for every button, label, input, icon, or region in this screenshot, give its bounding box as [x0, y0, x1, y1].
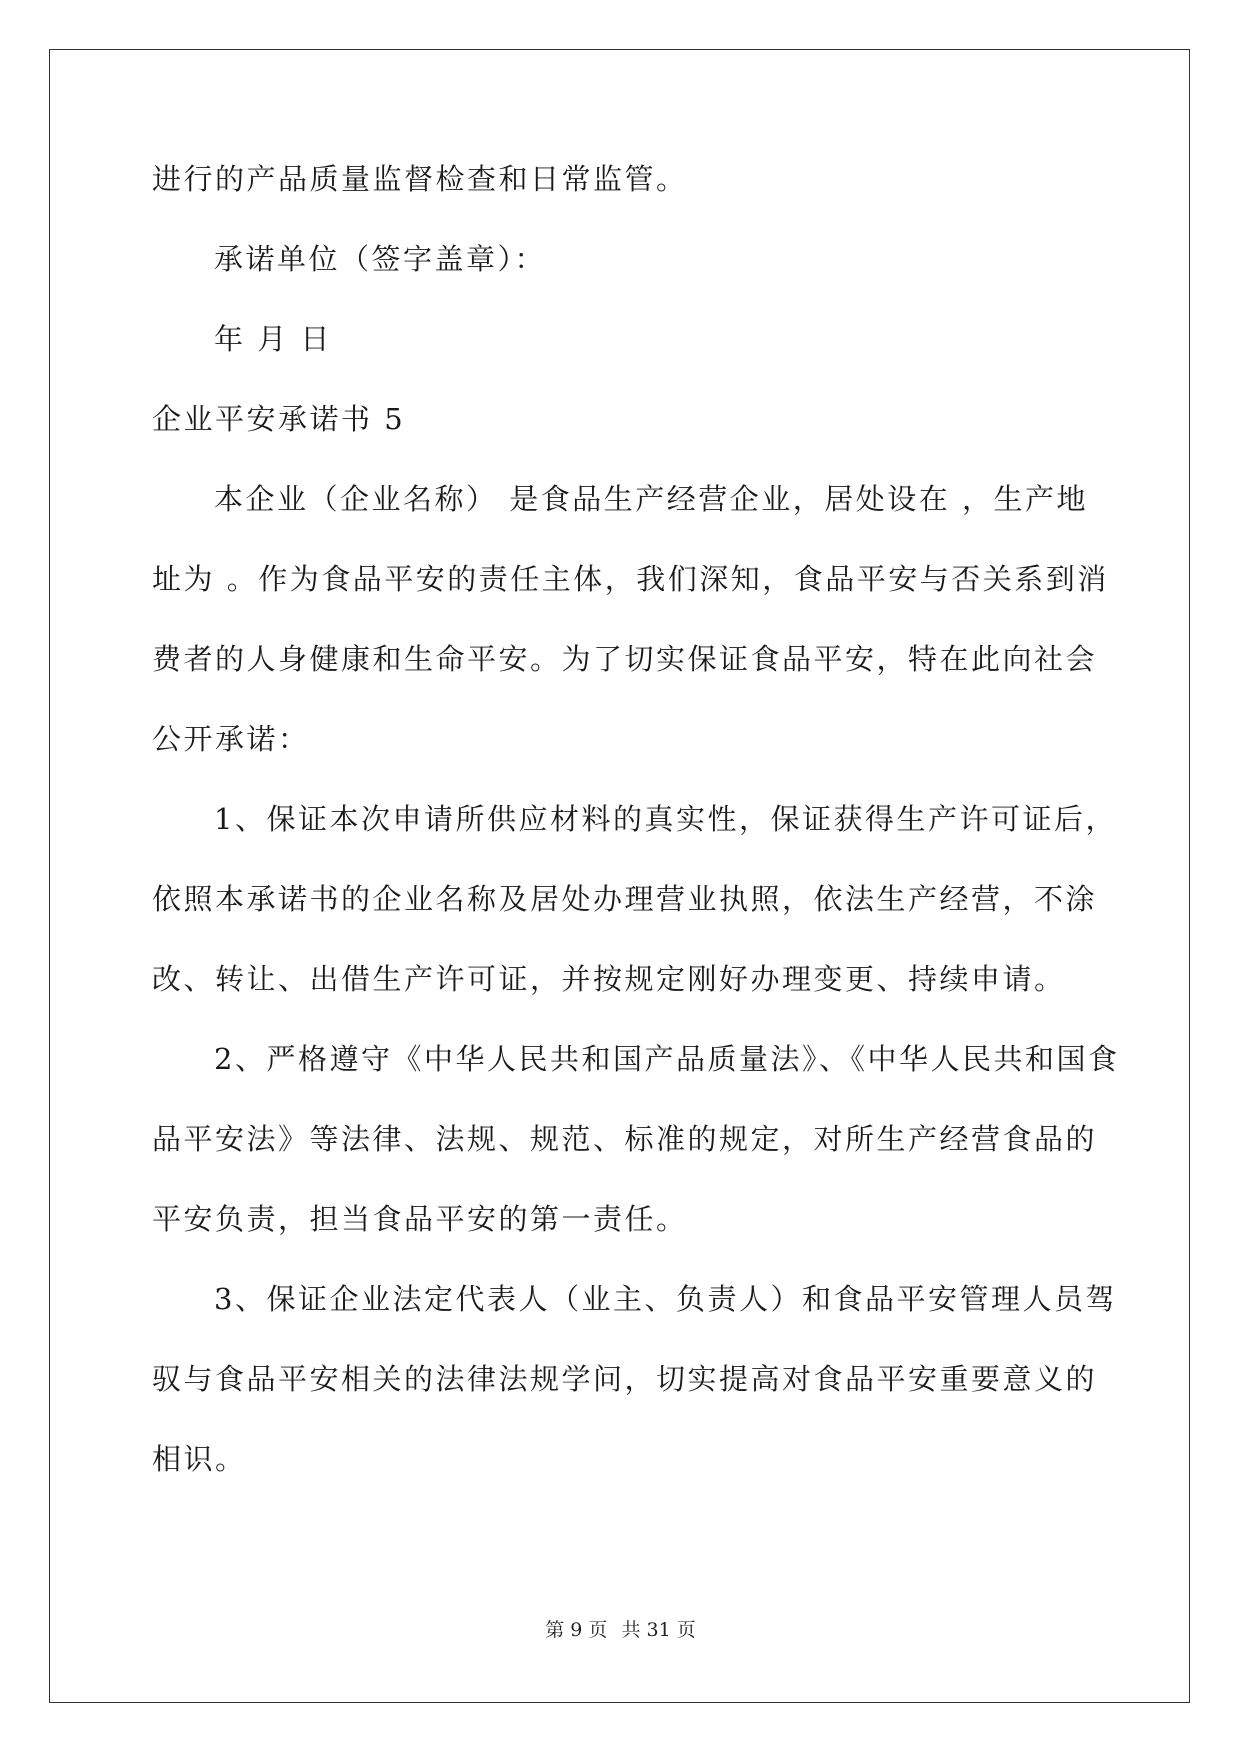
page-number: 第 9 页	[545, 1619, 608, 1641]
date-line: 年 月 日	[214, 322, 332, 356]
text-line: 公开承诺：	[152, 722, 310, 756]
text-line: 依照本承诺书的企业名称及居处办理营业执照，依法生产经营，不涂	[152, 882, 1098, 916]
text-line: 驭与食品平安相关的法律法规学问，切实提高对食品平安重要意义的	[152, 1362, 1098, 1396]
text-line: 改、转让、出借生产许可证，并按规定刚好办理变更、持续申请。	[152, 962, 1066, 996]
text-line: 2、严格遵守《中华人民共和国产品质量法》、《中华人民共和国食	[214, 1042, 1120, 1076]
text-line: 品平安法》等法律、法规、规范、标准的规定，对所生产经营食品的	[152, 1122, 1098, 1156]
text-line: 址为 。作为食品平安的责任主体，我们深知，食品平安与否关系到消	[152, 562, 1109, 596]
text-line: 1、保证本次申请所供应材料的真实性，保证获得生产许可证后，	[214, 802, 1117, 836]
section-title: 企业平安承诺书 5	[152, 402, 406, 436]
text-line: 进行的产品质量监督检查和日常监管。	[152, 162, 688, 196]
text-line: 平安负责，担当食品平安的第一责任。	[152, 1202, 688, 1236]
text-line: 相识。	[152, 1442, 247, 1476]
page-total: 共 31 页	[621, 1619, 696, 1641]
text-line: 费者的人身健康和生命平安。为了切实保证食品平安，特在此向社会	[152, 642, 1098, 676]
page-footer	[0, 1615, 1241, 1642]
document-body	[152, 160, 1120, 1478]
signature-label: 承诺单位（签字盖章）：	[214, 242, 547, 276]
text-line: 3、保证企业法定代表人（业主、负责人）和食品平安管理人员驾	[214, 1282, 1117, 1316]
text-line: 本企业（企业名称） 是食品生产经营企业，居处设在 ，生产地	[214, 482, 1088, 516]
